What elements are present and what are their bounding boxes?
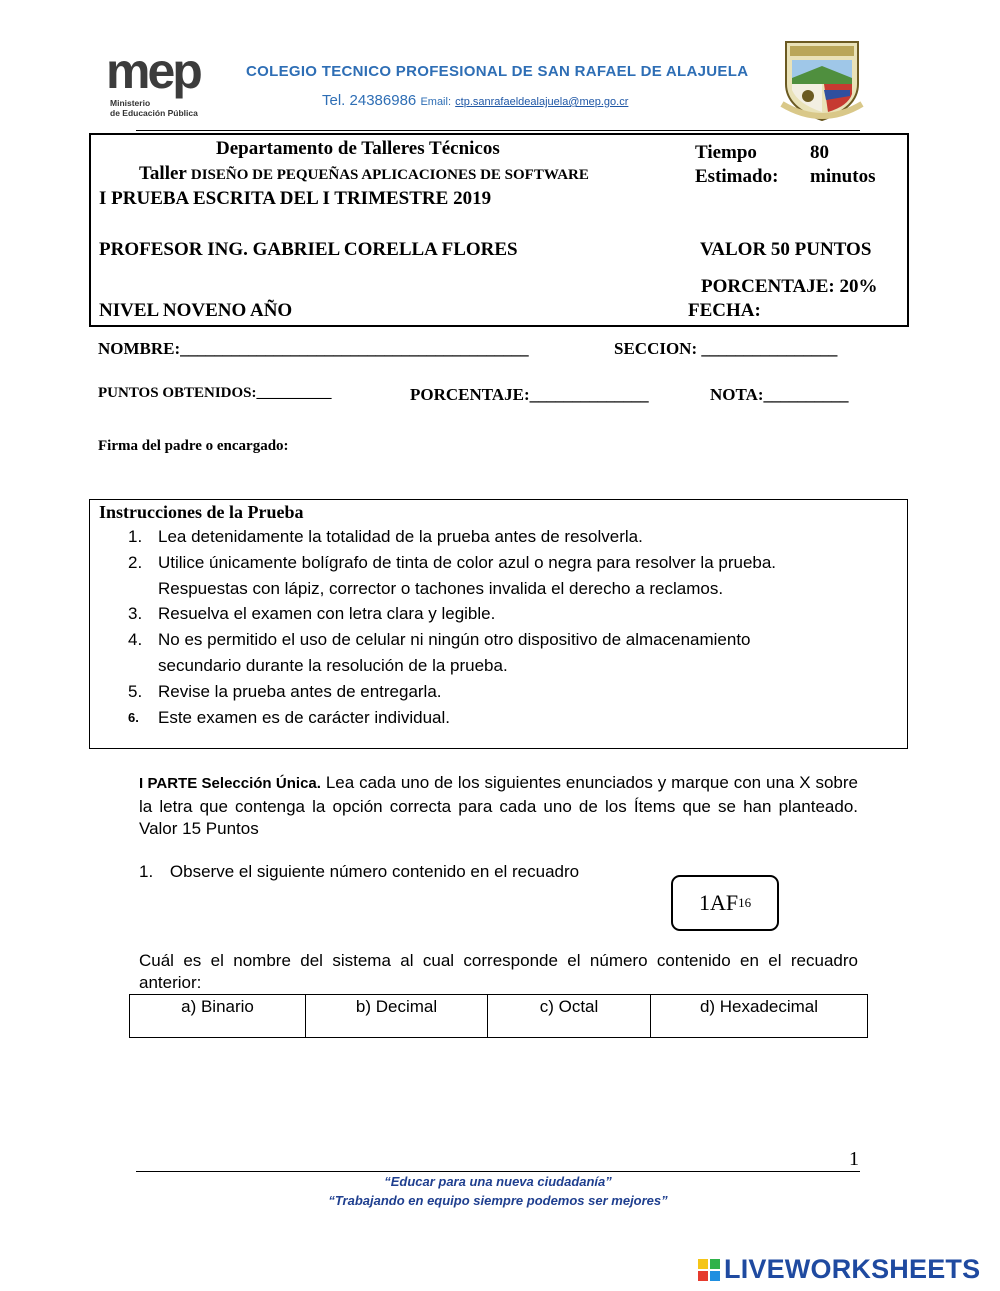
footer-divider <box>136 1171 860 1172</box>
nota-field[interactable]: NOTA:__________ <box>710 385 849 404</box>
instruction-text: Utilice únicamente bolígrafo de tinta de color azul o negra para resolver la prueba. <box>158 552 777 572</box>
estimado-label: Estimado: <box>695 166 779 187</box>
question-1-text: Observe el siguiente número contenido en el recuadro <box>169 862 580 881</box>
instruction-num: 1. <box>128 527 143 546</box>
instruction-text: Revise la prueba antes de entregarla. <box>158 681 442 701</box>
instruction-item <box>128 679 776 705</box>
valor: VALOR 50 PUNTOS <box>700 239 872 260</box>
school-name: COLEGIO TECNICO PROFESIONAL DE SAN RAFAEL DE ALAJUELA <box>246 63 749 80</box>
mep-logo-sub-line2: de Educación Pública <box>110 108 198 118</box>
instruction-text: secundario durante la resolución de la prueba. <box>158 655 508 675</box>
mep-logo-subtitle <box>110 98 198 118</box>
instruction-num: 2. <box>128 552 143 572</box>
firma-field[interactable]: Firma del padre o encargado: <box>98 438 289 454</box>
option-d-label: d) Hexadecimal <box>699 997 819 1016</box>
email-link[interactable]: ctp.sanrafaeldealajuela@mep.go.cr <box>455 96 629 108</box>
instructions-title: Instrucciones de la Prueba <box>99 502 304 522</box>
question-1-num: 1. <box>139 862 154 881</box>
nombre-field[interactable]: NOMBRE:_________________________________________ <box>98 339 529 358</box>
taller-line <box>139 163 589 185</box>
number-box <box>671 875 779 931</box>
instruction-text: Lea detenidamente la totalidad de la prueba antes de resolverla. <box>158 527 643 546</box>
instruction-item <box>128 705 776 731</box>
instruction-item <box>128 601 776 627</box>
taller-name: DISEÑO DE PEQUEÑAS APLICACIONES DE SOFTWARE <box>190 167 589 183</box>
puntos-field[interactable]: PUNTOS OBTENIDOS:__________ <box>98 385 332 401</box>
tel-label: Tel. <box>322 92 346 109</box>
option-c-label: c) Octal <box>539 997 599 1016</box>
instruction-num: 5. <box>128 681 143 701</box>
level: NIVEL NOVENO AÑO <box>99 300 293 321</box>
option-c[interactable] <box>488 995 651 1038</box>
tiempo-value: 80 <box>810 142 829 163</box>
instruction-num: 3. <box>128 604 143 624</box>
mep-logo-word: mep <box>106 43 200 99</box>
instruction-text: Resuelva el examen con letra clara y legible. <box>158 604 496 624</box>
school-crest-icon <box>778 38 866 122</box>
department-title: Departamento de Talleres Técnicos <box>216 138 500 159</box>
teacher-text: PROFESOR ING. GABRIEL CORELLA FLORES <box>99 239 518 260</box>
instruction-item <box>128 653 776 679</box>
instruction-num: 6. <box>128 709 139 725</box>
motto-line-1: “Educar para una nueva ciudadanía” <box>384 1174 612 1189</box>
contact-line <box>322 92 628 109</box>
question-1-followup: Cuál es el nombre del sistema al cual corresponde el número contenido en el recuadro anterior: <box>139 951 858 992</box>
exam-title: I PRUEBA ESCRITA DEL I TRIMESTRE 2019 <box>99 188 492 209</box>
instruction-item <box>128 576 776 602</box>
estimado-value: minutos <box>810 166 876 187</box>
instruction-item <box>128 627 776 653</box>
option-a-label: a) Binario <box>181 997 254 1016</box>
instruction-item <box>128 550 776 576</box>
answer-options-table <box>129 994 868 1038</box>
instruction-text: No es permitido el uso de celular ni ningún otro dispositivo de almacenamiento <box>158 630 751 650</box>
instructions-list <box>128 524 776 730</box>
motto-line-2: “Trabajando en equipo siempre podemos ser mejores” <box>328 1193 668 1208</box>
liveworksheets-logo <box>698 1254 980 1285</box>
instructions-box <box>89 499 908 749</box>
instruction-num: 4. <box>128 630 143 650</box>
instruction-item <box>128 524 776 550</box>
porcentaje: PORCENTAJE: 20% <box>701 276 878 297</box>
mep-logo-sub-line1: Ministerio <box>110 98 151 108</box>
number-box-value: 1AF <box>698 890 739 915</box>
instruction-text: Este examen es de carácter individual. <box>158 707 450 727</box>
seccion-field[interactable]: SECCION: ________________ <box>614 339 838 358</box>
porcentaje-field[interactable]: PORCENTAJE:______________ <box>410 385 649 404</box>
exam-info-box <box>89 133 909 327</box>
option-b-label: b) Decimal <box>355 997 438 1016</box>
option-a[interactable] <box>130 995 306 1038</box>
part-one-text: Lea cada uno de los siguientes enunciados y marque con una X sobre la letra que contenga la opción correcta para cada uno de los Ítems que se han planteado. Valor 15 Puntos <box>139 773 858 838</box>
liveworksheets-text: LIVEWORKSHEETS <box>724 1254 981 1284</box>
instruction-text: Respuestas con lápiz, corrector o tachones invalida el derecho a reclamos. <box>158 578 724 598</box>
page-number: 1 <box>849 1148 859 1170</box>
mep-logo <box>106 44 216 116</box>
question-1 <box>139 862 579 882</box>
header-divider <box>136 130 860 131</box>
option-b[interactable] <box>306 995 488 1038</box>
number-box-base: 16 <box>738 895 752 910</box>
taller-label: Taller <box>139 163 187 184</box>
tiempo-label: Tiempo <box>695 142 757 163</box>
part-one-lead: I PARTE Selección Única. <box>139 775 321 792</box>
liveworksheets-blocks-icon <box>698 1259 720 1281</box>
tel-number: 24386986 <box>349 92 417 109</box>
option-d[interactable] <box>651 995 868 1038</box>
part-one-intro <box>139 772 858 841</box>
teacher-name <box>99 239 518 261</box>
email-label: Email: <box>420 96 451 108</box>
fecha-label: FECHA: <box>688 300 761 321</box>
